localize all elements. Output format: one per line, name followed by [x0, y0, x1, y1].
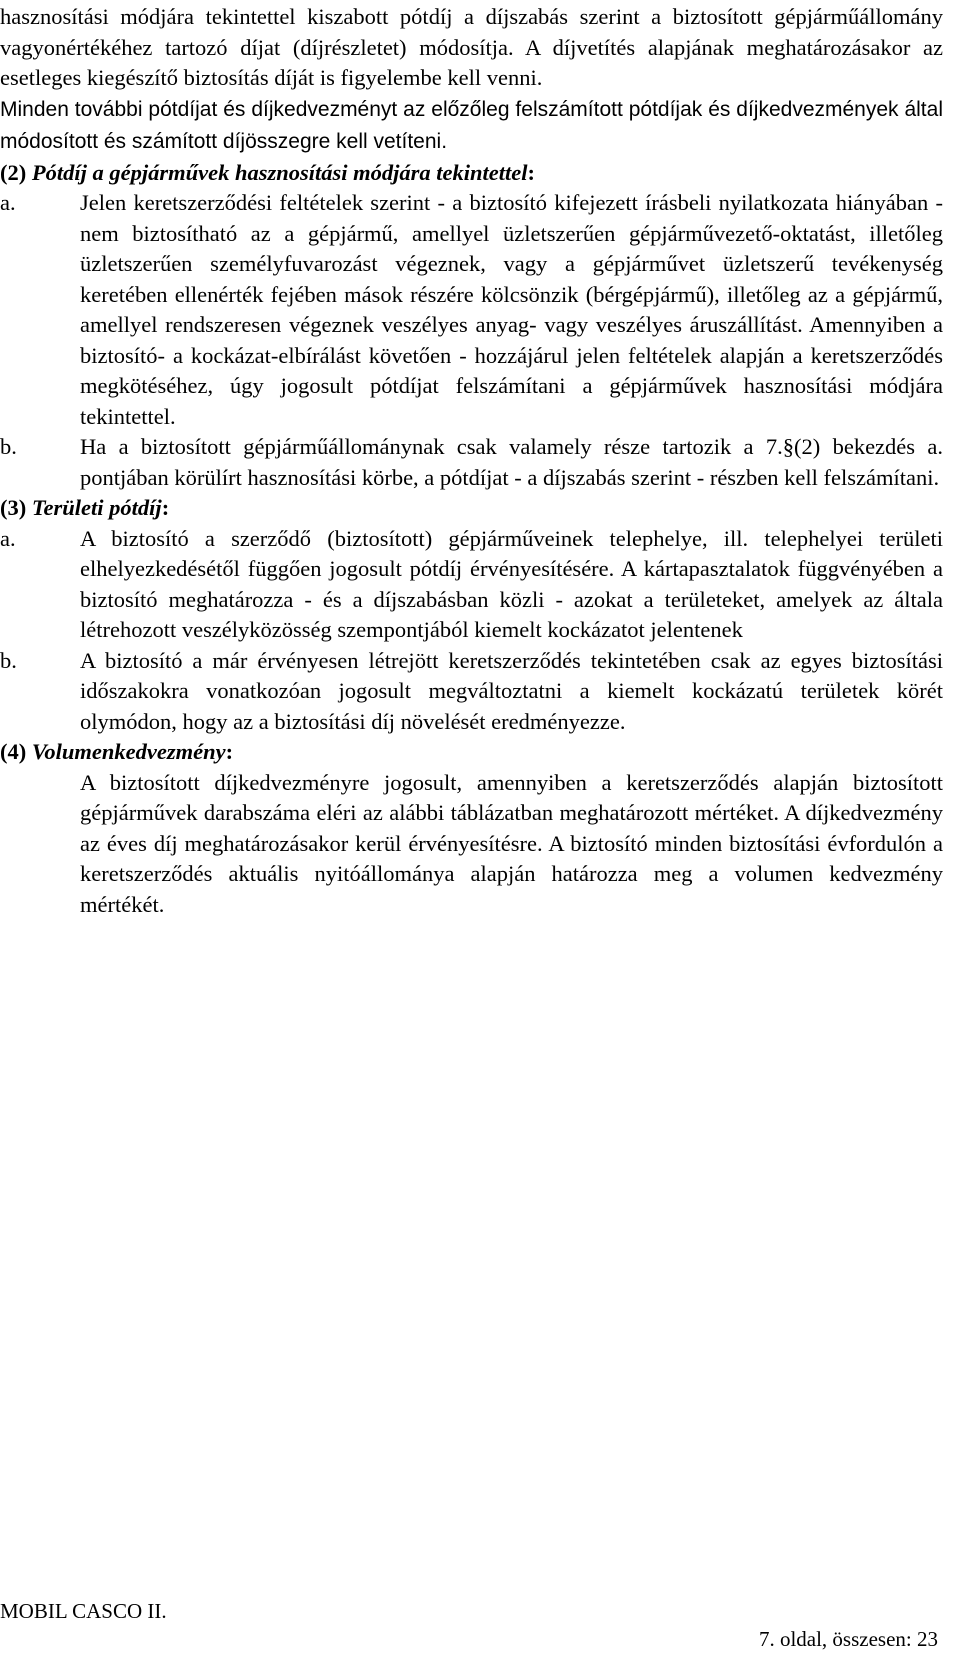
section-4-title: Volumenkedvezmény — [31, 739, 226, 764]
list-item-label: a. — [0, 525, 16, 551]
list-item — [0, 646, 943, 738]
section-4-heading — [0, 737, 943, 768]
list-item-text: Ha a biztosított gépjárműállománynak csak valamely része tartozik a 7.§(2) bekezdés a. pontjában körülírt hasznosítási körbe, a pótdíjat - a díjszabás szerint - részben kell felszámítani. — [80, 434, 943, 490]
list-item-label: b. — [0, 434, 17, 459]
section-4-number: (4) — [0, 739, 27, 764]
list-item-label: b. — [0, 647, 17, 673]
section-3-colon: : — [161, 495, 170, 520]
list-item-label: a. — [0, 190, 16, 215]
section-2-title: Pótdíj a gépjárművek hasznosítási módjára tekintettel — [31, 159, 528, 185]
footer-document-title: MOBIL CASCO II. — [0, 1599, 167, 1623]
intro-paragraph: hasznosítási módjára tekintettel kiszabott pótdíj a díjszabás szerint a biztosított gépjárműállomány vagyonértékéhez tartozó díjat (díjrészletet) módosítja. A díjvetítés alapjának meghatározásakor az esetleges kiegészítő biztosítás díját is figyelembe kell venni. — [0, 4, 943, 90]
section-3-heading — [0, 493, 943, 524]
section-3-title: Területi pótdíj — [31, 495, 162, 520]
section-4-text: A biztosított díjkedvezményre jogosult, amennyiben a keretszerződés alapján biztosított gépjárművek darabszáma eléri az alábbi táblázatban meghatározott mértéket. A díjkedvezmény az éves díj meghatározásakor kerül érvényesítésre. A biztosító minden biztosítási évfordulón a keretszerződés aktuális nyitóállománya alapján határozza meg a volumen kedvezmény mértékét. — [80, 769, 943, 917]
list-item-text: A biztosító a szerződő (biztosított) gépjárműveinek telephelye, ill. telephelyei területi elhelyezkedésétől függően jogosult pótdíj érvényesítésére. A kártapasztalatok függvényében a biztosító meghatározza - és a díjszabásban közli - azokat a területeket, amelyek az általa létrehozott veszélyközösség szempontjából kiemelt kockázatot jelentenek — [80, 525, 943, 642]
section-2-heading — [0, 158, 943, 189]
footer-page-number: 7. oldal, összesen: 23 — [758, 1627, 938, 1651]
list-item — [0, 188, 943, 432]
list-item-text: Jelen keretszerződési feltételek szerint - a biztosító kifejezett írásbeli nyilatkozata hiányában - nem biztosítható az a gépjármű, amellyel üzletszerűen gépjárművezető-oktatást, illetőleg üzletszerűen személyfuvarozást végeznek, vagy a gépjárművet üzletszerű tevékenység keretében ellenérték fejében mások részére kölcsönzik (bérgépjármű), illetőleg az a gépjármű, amellyel rendszeresen végeznek veszélyes anyag- vagy veszélyes áruszállítást. Amennyiben a biztosító- a kockázat-elbírálást követően - hozzájárul jelen feltételek alapján a keretszerződés megkötéséhez, úgy jogosult pótdíjat felszámítani a gépjárművek hasznosítási módjára tekintettel. — [80, 190, 943, 429]
list-item — [0, 432, 943, 493]
list-item — [0, 524, 943, 646]
list-item-text: A biztosító a már érvényesen létrejött keretszerződés tekintetében csak az egyes biztosítási időszakokra vonatkozóan jogosult megváltoztatni a kiemelt kockázatú területek körét olymódon, hogy az a biztosítási díj növelését eredményezze. — [80, 647, 943, 734]
section-2-colon: : — [527, 159, 536, 185]
section-2-number: (2) — [0, 159, 27, 185]
section-4-colon: : — [225, 739, 234, 764]
section-3-number: (3) — [0, 495, 27, 520]
intro-paragraph-sans: Minden további pótdíjat és díjkedvezményt az előzőleg felszámított pótdíjak és díjkedvezmények által módosított és számított díjösszegre kell vetíteni. — [0, 97, 943, 153]
